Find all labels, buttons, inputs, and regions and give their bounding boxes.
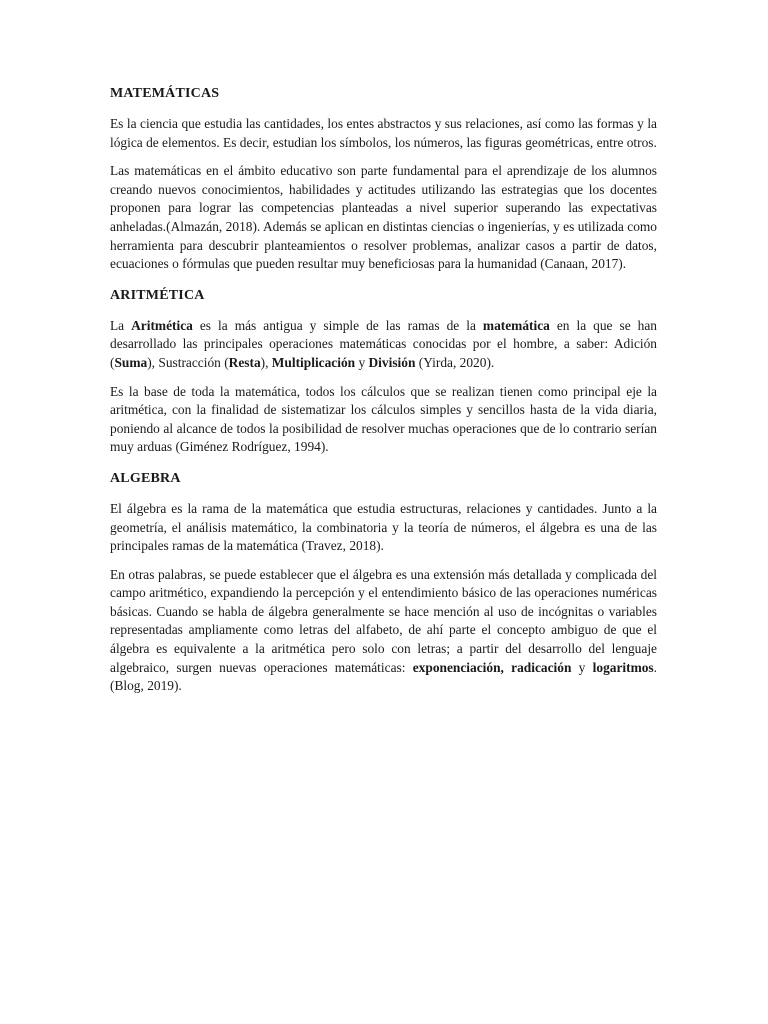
bold-term: Multiplicación: [271, 354, 356, 370]
text-run: En otras palabras, se puede establecer que el álgebra es una extensión más detallada y complicada del campo aritmético, expandiendo la percepción y el entendimiento básico de las operaciones numéricas básicas. Cuando se habla de álgebra generalmente se hace mención al uso de incógnitas o variables representadas ampliamente como letras del alfabeto, de ahí parte el concepto ambiguo de que el álgebra es equivalente a la aritmética pero solo con letras; a partir del desarrollo del lenguaje algebraico, surgen nuevas operaciones matemáticas:: [110, 566, 657, 675]
document-page: [110, 84, 657, 706]
text-run: y: [355, 354, 369, 370]
section-aritmetica: [110, 286, 657, 457]
section-algebra: [110, 469, 657, 696]
paragraph: [110, 383, 657, 457]
paragraph: [110, 566, 657, 696]
text-run: . (Blog, 2019).: [110, 659, 658, 694]
section-heading: ALGEBRA: [110, 470, 181, 486]
bold-term: Aritmética: [131, 317, 193, 333]
bold-term: Resta: [228, 354, 261, 370]
section-heading: MATEMÁTICAS: [110, 86, 220, 101]
text-run: es la más antigua y simple de las ramas de la: [192, 317, 483, 333]
text-run: El álgebra es la rama de la matemática que estudia estructuras, relaciones y cantidades. Junto a la geometría, el análisis matemático, la combinatoria y la teoría de números, el álgebra es una de las principales ramas de la matemática (Travez, 2018).: [110, 500, 657, 554]
text-run: La: [110, 317, 132, 333]
text-run: (Yirda, 2020).: [415, 354, 495, 370]
text-run: en la que se han desarrollado las principales operaciones matemáticas conocidas por el hombre, a saber: Adición (: [110, 317, 657, 370]
paragraph: [110, 162, 657, 274]
bold-term: logaritmos: [592, 659, 654, 675]
bold-term: División: [368, 354, 416, 370]
text-run: y: [571, 659, 593, 675]
text-run: ), Sustracción (: [147, 354, 229, 370]
text-run: Es la base de toda la matemática, todos los cálculos que se realizan tienen como principal eje la aritmética, con la finalidad de sistematizar los cálculos simples y sencillos hasta de la vida diaria, poniendo al alcance de todos la posibilidad de resolver muchas operaciones que de lo contrario serían muy arduas (Giménez Rodríguez, 1994).: [110, 383, 657, 455]
bold-term: matemática: [482, 317, 550, 333]
text-run: Es la ciencia que estudia las cantidades, los entes abstractos y sus relaciones, así como las formas y la lógica de elementos. Es decir, estudian los símbolos, los números, las figuras geométricas, entre otros.: [110, 116, 657, 150]
text-run: ),: [260, 354, 272, 370]
bold-term: exponenciación, radicación: [412, 659, 572, 675]
section-heading: ARITMÉTICA: [110, 287, 205, 303]
paragraph: [110, 317, 657, 373]
paragraph: [110, 115, 657, 152]
section-matematicas: [110, 84, 657, 274]
bold-term: Suma: [114, 354, 148, 370]
paragraph: [110, 500, 657, 556]
text-run: Las matemáticas en el ámbito educativo son parte fundamental para el aprendizaje de los alumnos creando nuevos conocimientos, habilidades y actitudes utilizando las estrategias que los docentes proponen para lograr las competencias planteadas a nivel superior superando las expectativas anheladas.(Almazán, 2018). Además se aplican en distintas ciencias o ingenierías, y es utilizada como herramienta para descubrir planteamientos o resolver problemas, analizar casos a partir de datos, ecuaciones o fórmulas que pueden resultar muy beneficiosas para la humanidad (Canaan, 2017).: [110, 163, 657, 272]
